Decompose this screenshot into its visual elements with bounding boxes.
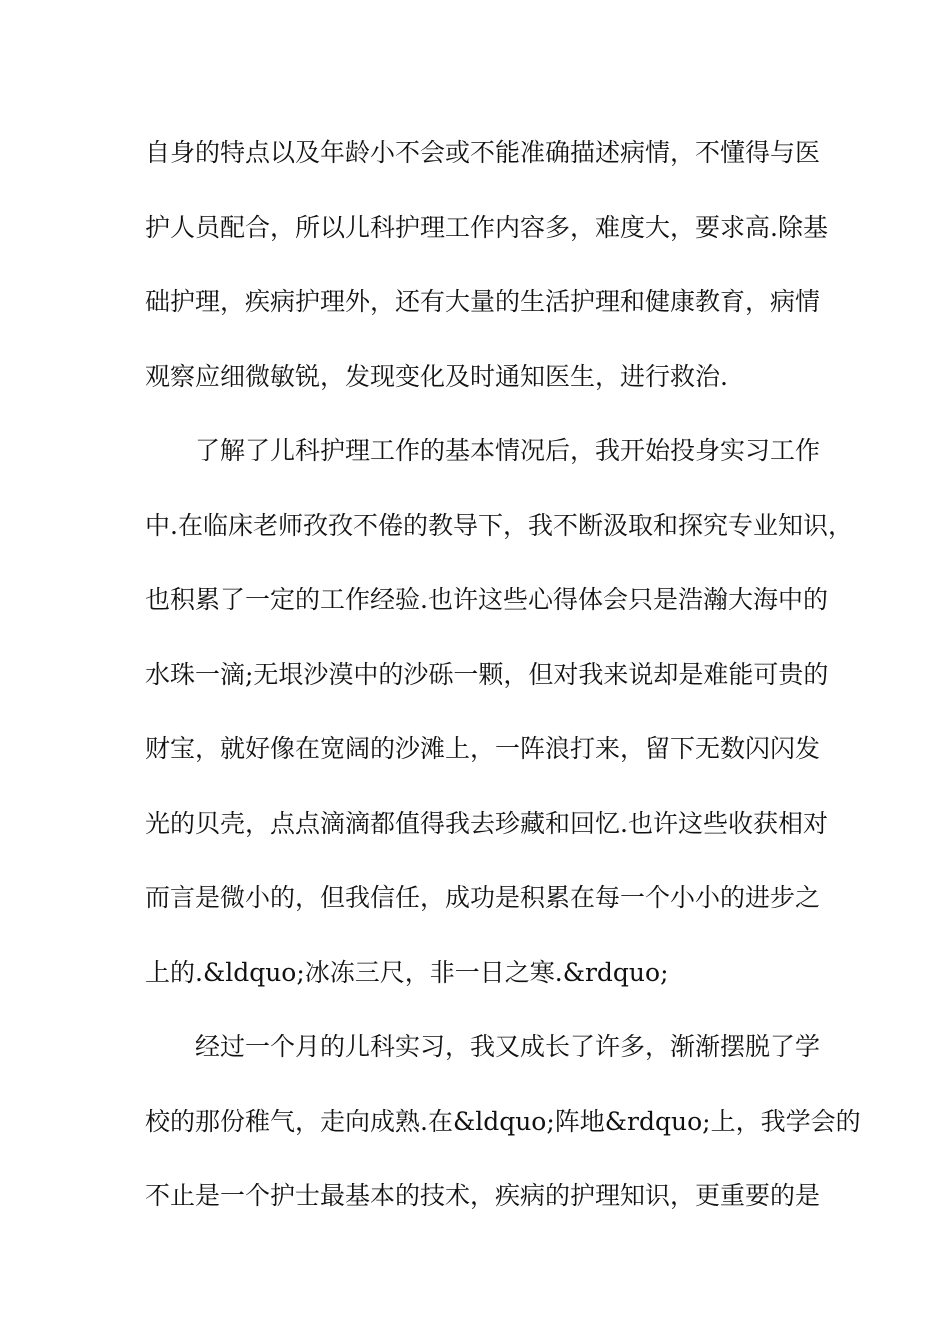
paragraph-line: 财宝，就好像在宽阔的沙滩上，一阵浪打来，留下无数闪闪发 [145,734,821,763]
paragraph-line: 而言是微小的，但我信任，成功是积累在每一个小小的进步之 [145,883,821,912]
paragraph-line: 上的.&ldquo;冰冻三尺，非一日之寒.&rdquo; [145,957,669,987]
paragraph-line: 水珠一滴;无垠沙漠中的沙砾一颗，但对我来说却是难能可贵的 [145,659,829,689]
paragraph-line: 护人员配合，所以儿科护理工作内容多，难度大，要求高.除基 [145,212,828,242]
paragraph-line: 了解了儿科护理工作的基本情况后，我开始投身实习工作 [195,436,821,465]
paragraph-line: 校的那份稚气，走向成熟.在&ldquo;阵地&rdquo;上，我学会的 [145,1106,861,1136]
paragraph-line: 不止是一个护士最基本的技术，疾病的护理知识，更重要的是 [145,1181,821,1210]
paragraph-line: 中.在临床老师孜孜不倦的教导下，我不断汲取和探究专业知识， [145,510,853,540]
paragraph-line: 也积累了一定的工作经验.也许这些心得体会只是浩瀚大海中的 [145,585,828,614]
paragraph-line: 础护理，疾病护理外，还有大量的生活护理和健康教育，病情 [145,287,821,316]
paragraph-line: 光的贝壳，点点滴滴都值得我去珍藏和回忆.也许这些收获相对 [145,808,828,838]
paragraph-line: 自身的特点以及年龄小不会或不能准确描述病情，不懂得与医 [145,138,821,167]
paragraph-line: 观察应细微敏锐，发现变化及时通知医生，进行救治. [145,361,728,391]
paragraph-line: 经过一个月的儿科实习，我又成长了许多，渐渐摆脱了学 [195,1032,821,1061]
document-body [145,132,861,1250]
